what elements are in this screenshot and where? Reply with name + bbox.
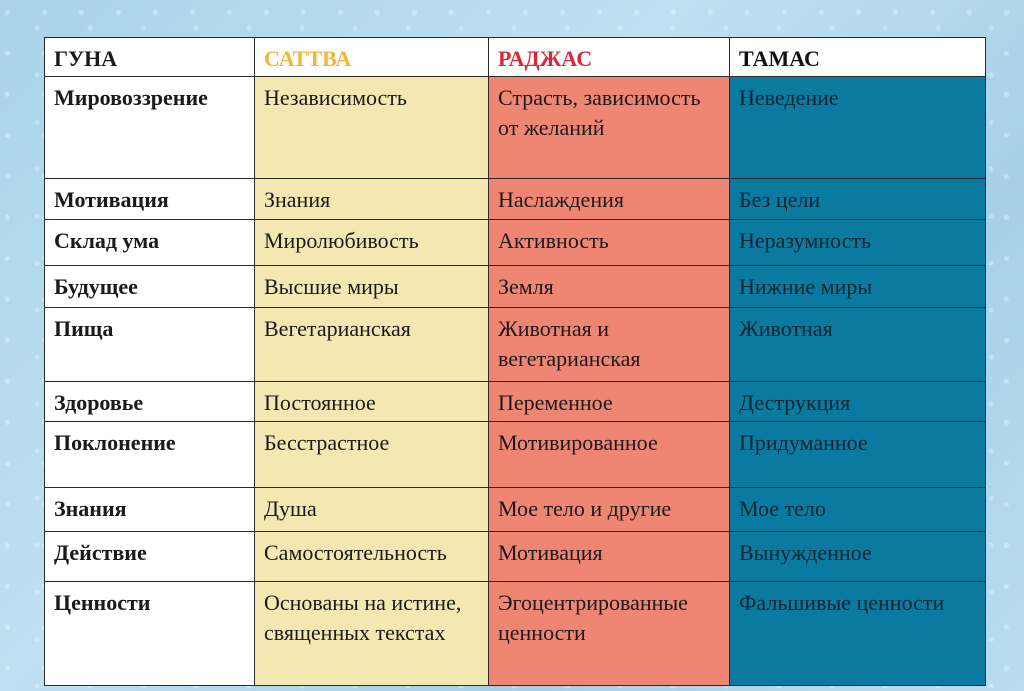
sattva-cell: Основаны на истине, священных текстах [255,582,489,686]
sattva-cell: Душа [255,488,489,532]
sattva-cell: Миролюбивость [255,220,489,266]
row-label: Пища [45,308,255,382]
rajas-cell: Животная и вегетарианская [489,308,730,382]
tamas-cell: Фальшивые ценности [730,582,986,686]
sattva-cell: Вегетарианская [255,308,489,382]
rajas-cell: Земля [489,266,730,308]
tamas-cell: Без цели [730,179,986,220]
tamas-cell: Нижние миры [730,266,986,308]
sattva-cell: Высшие миры [255,266,489,308]
rajas-cell: Мотивированное [489,422,730,488]
guna-comparison-table [44,37,986,686]
tamas-cell: Мое тело [730,488,986,532]
table-row [45,77,986,179]
header-sattva: САТТВА [255,38,489,77]
table-row [45,422,986,488]
row-label: Ценности [45,582,255,686]
tamas-cell: Вынужденное [730,532,986,582]
sattva-cell: Бесстрастное [255,422,489,488]
rajas-cell: Страсть, зависимость от желаний [489,77,730,179]
row-label: Знания [45,488,255,532]
row-label: Мировоззрение [45,77,255,179]
rajas-cell: Мое тело и другие [489,488,730,532]
row-label: Мотивация [45,179,255,220]
table-row [45,220,986,266]
tamas-cell: Придуманное [730,422,986,488]
sattva-cell: Независимость [255,77,489,179]
table-row [45,179,986,220]
table-row [45,532,986,582]
tamas-cell: Неразумность [730,220,986,266]
header-tamas: ТАМАС [730,38,986,77]
tamas-cell: Животная [730,308,986,382]
header-guna: ГУНА [45,38,255,77]
rajas-cell: Переменное [489,382,730,422]
table-row [45,582,986,686]
sattva-cell: Самостоятельность [255,532,489,582]
table-row [45,488,986,532]
row-label: Здоровье [45,382,255,422]
tamas-cell: Неведение [730,77,986,179]
row-label: Будущее [45,266,255,308]
rajas-cell: Эгоцентрированные ценности [489,582,730,686]
header-rajas: РАДЖАС [489,38,730,77]
row-label: Склад ума [45,220,255,266]
rajas-cell: Наслаждения [489,179,730,220]
table-row [45,382,986,422]
row-label: Поклонение [45,422,255,488]
rajas-cell: Мотивация [489,532,730,582]
rajas-cell: Активность [489,220,730,266]
table-header-row [45,38,986,77]
row-label: Действие [45,532,255,582]
sattva-cell: Постоянное [255,382,489,422]
table-row [45,308,986,382]
sattva-cell: Знания [255,179,489,220]
table-row [45,266,986,308]
tamas-cell: Деструкция [730,382,986,422]
